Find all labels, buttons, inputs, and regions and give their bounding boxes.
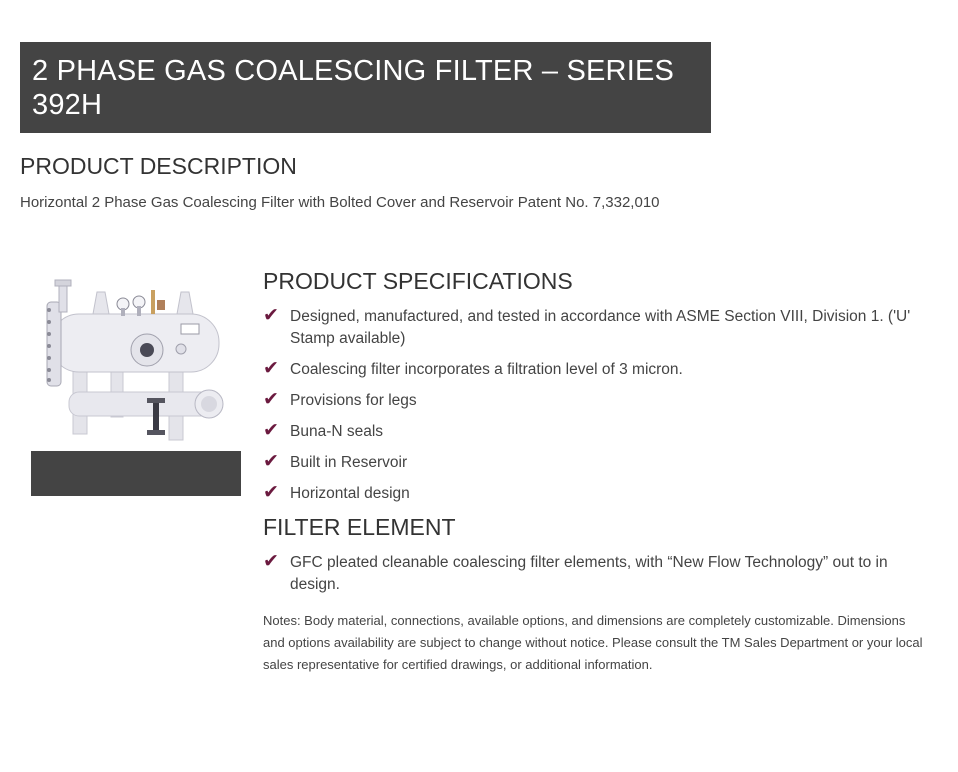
notes-text: Notes: Body material, connections, available options, and dimensions are completely customizable. Dimensions and options availability are subject to change without notice. Please consult the TM Sales Department or your local sales representative for certified drawings, or additional information. xyxy=(263,613,923,672)
list-item xyxy=(263,359,933,381)
list-item xyxy=(263,306,933,350)
list-item xyxy=(263,421,933,443)
checkmark-icon: ✔ xyxy=(263,551,279,572)
checkmark-icon: ✔ xyxy=(263,451,279,472)
spec-text: Coalescing filter incorporates a filtration level of 3 micron. xyxy=(290,361,683,378)
checkmark-icon: ✔ xyxy=(263,389,279,410)
spec-text: Buna-N seals xyxy=(290,423,384,440)
image-caption-bar xyxy=(31,451,241,496)
page-title: 2 PHASE GAS COALESCING FILTER – SERIES 392H xyxy=(32,55,675,121)
spec-text: Built in Reservoir xyxy=(290,454,408,471)
product-description-text: Horizontal 2 Phase Gas Coalescing Filter with Bolted Cover and Reservoir Patent No. 7,332,010 xyxy=(20,194,660,211)
product-specifications-heading: PRODUCT SPECIFICATIONS xyxy=(263,268,573,294)
filter-text: GFC pleated cleanable coalescing filter elements, with “New Flow Technology” out to in design. xyxy=(290,554,888,593)
title-banner xyxy=(20,42,711,133)
product-image xyxy=(31,274,241,449)
list-item xyxy=(263,452,933,474)
specifications-list xyxy=(263,306,933,514)
list-item xyxy=(263,483,933,505)
filter-element-heading: FILTER ELEMENT xyxy=(263,514,456,540)
checkmark-icon: ✔ xyxy=(263,358,279,379)
product-description-heading: PRODUCT DESCRIPTION xyxy=(20,153,297,179)
checkmark-icon: ✔ xyxy=(263,482,279,503)
list-item xyxy=(263,552,933,596)
spec-text: Horizontal design xyxy=(290,485,410,502)
filter-element-list xyxy=(263,552,933,596)
spec-text: Provisions for legs xyxy=(290,392,417,409)
checkmark-icon: ✔ xyxy=(263,305,279,326)
spec-text: Designed, manufactured, and tested in accordance with ASME Section VIII, Division 1. ('U' Stamp available) xyxy=(290,308,911,347)
checkmark-icon: ✔ xyxy=(263,420,279,441)
list-item xyxy=(263,390,933,412)
